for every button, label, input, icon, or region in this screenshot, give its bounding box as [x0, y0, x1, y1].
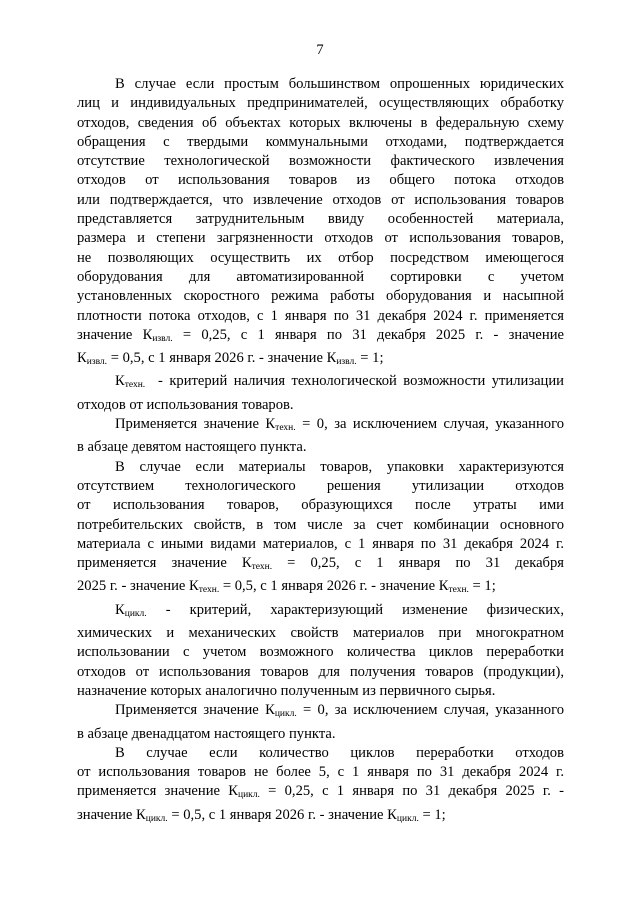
formula-text: = 0,5, с 1 января 2026 г. - значение К: [219, 578, 449, 595]
formula-text: = 0, за исключением случая, указанного: [295, 416, 564, 433]
paragraph-cycle-criterion-definition: [77, 601, 564, 701]
text-line: отходов от использования товаров для получения товаров (продукции),: [77, 663, 564, 680]
formula-line: [77, 806, 564, 829]
text-line: назначение которых аналогично полученным из первичного сырья.: [77, 682, 496, 699]
text-line: установленных скоростного режима работы оборудования и насыпной: [77, 288, 564, 305]
formula-text: значение К: [77, 806, 146, 823]
paragraph-tech-value: [77, 415, 564, 458]
paragraph-tech-criterion-definition: [77, 372, 564, 415]
text-line: отходов от использования товаров из общего потока отходов: [77, 172, 564, 189]
subscript: извл.: [86, 357, 108, 368]
formula-text: = 0,25, с 1 января по 31 декабря 2025 г. -: [259, 783, 564, 800]
formula-line: [77, 415, 564, 438]
formula-text: К: [115, 373, 125, 390]
formula-line: [77, 326, 564, 349]
formula-text: К: [115, 601, 125, 618]
formula-text: К: [77, 350, 87, 367]
subscript: извл.: [152, 333, 173, 344]
paragraph-cycle-condition: [77, 744, 564, 829]
formula-text: = 0,25, с 1 января по 31 декабря 2025 г. - значение: [172, 326, 565, 343]
document-body: [77, 75, 564, 829]
formula-text: = 0,5, с 1 января 2026 г. - значение К: [167, 806, 397, 823]
text-line: отсутствие технологической возможности фактического извлечения: [77, 153, 564, 170]
paragraph-extraction-criterion: [77, 75, 564, 372]
subscript: техн.: [198, 585, 220, 596]
text-line: в абзаце девятом настоящего пункта.: [77, 439, 307, 456]
subscript: цикл.: [274, 709, 297, 720]
formula-text: Применяется значение К: [115, 702, 275, 719]
paragraph-cycle-value: [77, 701, 564, 744]
formula-text: значение К: [77, 326, 153, 343]
formula-line: [77, 349, 564, 372]
text-line: или подтверждается, что извлечение отходов от использования товаров: [77, 191, 564, 208]
page-number: 7: [316, 42, 324, 58]
text-line: обращения с твердыми коммунальными отходами, подтверждается: [77, 133, 564, 150]
subscript: техн.: [275, 423, 296, 434]
formula-line: [77, 701, 564, 724]
text-line: представляется затруднительным ввиду особенностей материала,: [77, 211, 564, 228]
text-line: лиц и индивидуальных предпринимателей, осуществляющих обработку: [77, 95, 564, 112]
formula-text: = 0,25, с 1 января по 31 декабря: [272, 555, 564, 572]
formula-text: = 1;: [418, 806, 446, 823]
text-line: размера и степени загрязненности отходов от использования товаров,: [77, 230, 564, 247]
text-line: отсутствием технологического решения утилизации отходов: [77, 477, 564, 494]
text-line: от использования товаров не более 5, с 1 января по 31 декабря 2024 г.: [77, 764, 564, 781]
subscript: цикл.: [124, 608, 147, 619]
text-line: материала с иными видами материалов, с 1 января по 31 декабря 2024 г.: [77, 535, 564, 552]
subscript: цикл.: [145, 813, 168, 824]
text-line: химических и механических свойств материалов при многократном: [77, 625, 564, 642]
subscript: извл.: [336, 357, 357, 368]
text-line: оборудования для автоматизированной сортировки с учетом: [77, 268, 564, 285]
formula-text: - критерий, характеризующий изменение физических,: [146, 601, 564, 618]
formula-line: [77, 554, 564, 577]
subscript: техн.: [448, 585, 469, 596]
formula-text: применяется значение К: [77, 555, 252, 572]
text-line: от использования товаров, образующихся после утраты ими: [77, 497, 564, 514]
paragraph-tech-condition: [77, 458, 564, 601]
subscript: техн.: [124, 380, 146, 391]
text-line: В случае если количество циклов переработки отходов: [115, 744, 564, 761]
formula-text: 2025 г. - значение К: [77, 578, 199, 595]
formula-text: применяется значение К: [77, 783, 238, 800]
text-line: в абзаце двенадцатом настоящего пункта.: [77, 725, 336, 742]
formula-line: [77, 372, 564, 395]
formula-line: [77, 782, 564, 805]
text-line: В случае если материалы товаров, упаковки характеризуются: [115, 458, 564, 475]
formula-line: [77, 601, 564, 624]
text-line: отходов от использования товаров.: [77, 396, 294, 413]
formula-text: = 1;: [356, 350, 384, 367]
subscript: техн.: [251, 562, 273, 573]
formula-text: Применяется значение К: [115, 416, 276, 433]
formula-text: = 1;: [468, 578, 496, 595]
subscript: цикл.: [396, 813, 419, 824]
formula-line: [77, 577, 564, 600]
formula-text: = 0, за исключением случая, указанного: [296, 702, 564, 719]
text-line: потребительских свойств, в том числе за счет комбинации основного: [77, 516, 564, 533]
text-line: использовании с учетом возможного количества циклов переработки: [77, 644, 564, 661]
text-line: не позволяющих осуществить их отбор посредством имеющегося: [77, 249, 564, 266]
text-line: В случае если простым большинством опрошенных юридических: [115, 76, 564, 92]
text-line: плотности потока отходов, с 1 января по 31 декабря 2024 г. применяется: [77, 307, 564, 324]
text-line: отходов, сведения об объектах которых включены в федеральную схему: [77, 114, 564, 131]
formula-text: - критерий наличия технологической возможности утилизации: [145, 373, 564, 390]
formula-text: = 0,5, с 1 января 2026 г. - значение К: [107, 350, 337, 367]
subscript: цикл.: [238, 790, 260, 801]
